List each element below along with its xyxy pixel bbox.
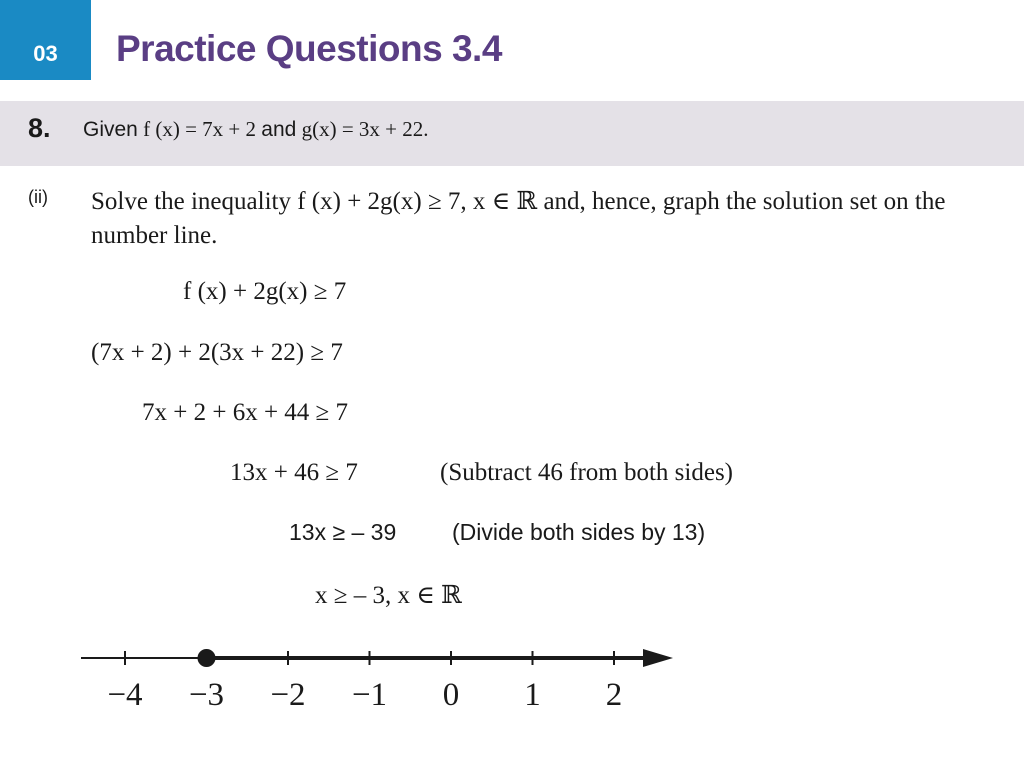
question-given <box>83 117 429 142</box>
page-title: Practice Questions 3.4 <box>116 28 502 69</box>
solution-step-4-note: (Subtract 46 from both sides) <box>440 459 734 486</box>
chapter-badge <box>0 0 91 80</box>
given-and: and <box>261 118 297 141</box>
number-line-tick-label: 2 <box>605 677 623 710</box>
number-line <box>75 638 685 710</box>
solution-endpoint-dot <box>199 650 215 666</box>
chapter-number: 03 <box>33 41 58 66</box>
solution-step-6: x ≥ – 3, x ∈ ℝ <box>315 582 462 609</box>
number-line-tick-label: −4 <box>107 677 143 710</box>
given-g-definition: g(x) = 3x + 22. <box>301 117 429 141</box>
number-line-tick-label: −2 <box>270 677 306 710</box>
number-line-arrow <box>643 649 673 667</box>
given-f-definition: f (x) = 7x + 2 <box>143 117 257 141</box>
number-line-tick-label: 0 <box>442 677 460 710</box>
solution-step-5-note: (Divide both sides by 13) <box>452 519 706 545</box>
number-line-tick-label: 1 <box>524 677 541 710</box>
question-number: 8. <box>28 113 51 143</box>
solution-step-3: 7x + 2 + 6x + 44 ≥ 7 <box>142 399 349 426</box>
solution-step-5: 13x ≥ – 39 <box>289 519 397 545</box>
solution-step-4: 13x + 46 ≥ 7 <box>230 459 358 486</box>
part-prompt: Solve the inequality f (x) + 2g(x) ≥ 7, x ∈ ℝ and, hence, graph the solution set on the number line. <box>91 188 946 249</box>
part-label: (ii) <box>28 187 48 207</box>
solution-step-2: (7x + 2) + 2(3x + 22) ≥ 7 <box>91 339 343 366</box>
solution-step-1: f (x) + 2g(x) ≥ 7 <box>183 278 347 305</box>
number-line-tick-label: −3 <box>188 677 225 710</box>
number-line-tick-label: −1 <box>351 677 388 710</box>
given-prefix: Given <box>83 118 138 141</box>
